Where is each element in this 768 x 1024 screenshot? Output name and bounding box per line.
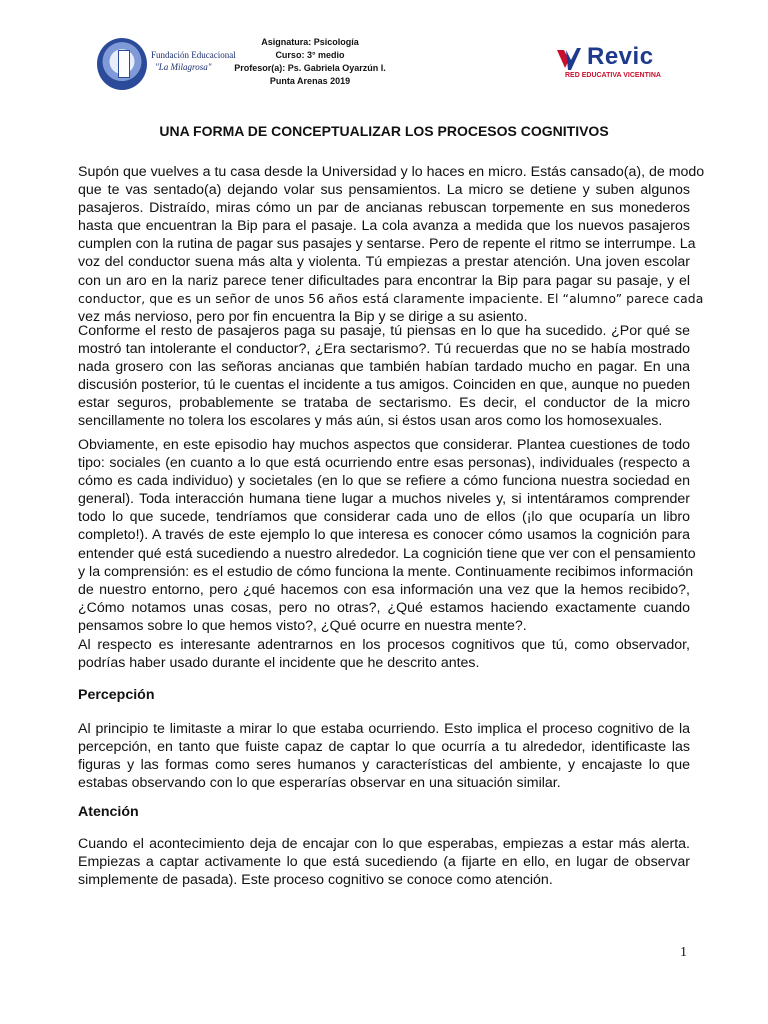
school-seal-icon — [97, 38, 147, 90]
text-line: entender qué está sucediendo a nuestro alrededor. La cognición tiene que ver con el pensamiento — [78, 545, 696, 562]
text-line: que te vas sentado(a) dejando volar sus pensamientos. La micro se detiene y suben algunos — [78, 182, 690, 199]
text-line: de nuestro entorno, pero ¿qué hacemos con esa información una vez que la hemos recibido?, — [78, 581, 690, 598]
text-line: Supón que vuelves a tu casa desde la Universidad y lo haces en micro. Estás cansado(a), de modo — [78, 164, 705, 180]
revic-mark-icon — [555, 46, 583, 72]
text-line: sencillamente no tolera los escolares y más aún, si éstos usan aros como los homosexuales. — [78, 413, 663, 430]
school-logo — [97, 38, 236, 90]
text-line: todo lo que sucede, tendríamos que considerar cada uno de ellos (¡lo que ocuparía un libro — [78, 509, 690, 526]
text-line: pensamos sobre lo que hemos visto?, ¿Qué ocurre en nuestra mente?. — [78, 617, 527, 634]
text-line: estabas observando con lo que esperarías observar en una situación similar. — [78, 775, 561, 792]
text-line: conductor, que es un señor de unos 56 años está claramente impaciente. El “alumno” parece cada — [78, 290, 704, 306]
text-line: nada grosero con las señoras ancianas que también habían tardado mucho en pagar. En una — [78, 359, 690, 376]
text-line: simplemente de pasada). Este proceso cognitivo se conoce como atención. — [78, 872, 553, 889]
text-line: tipo: sociales (en cuanto a lo que está ocurriendo entre esas personas), individuales (respecto a — [78, 455, 690, 472]
text-line: vez más nervioso, pero por fin encuentra la Bip y se dirige a su asiento. — [78, 308, 528, 325]
paragraph-2 — [78, 322, 690, 431]
text-line: figuras y las formas como seres humanos y características del ambiente, y encajaste lo que — [78, 757, 690, 774]
course-line: Curso: 3° medio — [275, 50, 345, 60]
document-title: UNA FORMA DE CONCEPTUALIZAR LOS PROCESOS COGNITIVOS — [159, 123, 609, 139]
text-line: ¿Cómo notamos unas cosas, pero no otras?, ¿Qué estamos haciendo exactamente cuando — [78, 599, 690, 616]
text-line: con un aro en la nariz parece tener dificultades para encontrar la Bip para pagar su pasaje, y el — [78, 272, 690, 289]
revic-brand: Revic — [587, 43, 654, 70]
text-line: mostró tan intolerante el conductor?, ¿Era sectarismo?. Tú recuerdas que no se había mostrado — [78, 341, 690, 358]
revic-tagline: RED EDUCATIVA VICENTINA — [565, 72, 661, 79]
text-line: percepción, en tanto que fuiste capaz de captar lo que ocurría a tu alrededor, identificaste las — [78, 739, 690, 756]
section-attention-text — [78, 835, 690, 889]
teacher-line: Profesor(a): Ps. Gabriela Oyarzún I. — [234, 63, 386, 73]
text-line: general). Toda interacción humana tiene lugar a muchos niveles y, si intentáramos comprender — [78, 491, 690, 508]
text-line: Empiezas a captar activamente lo que está sucediendo (a fijarte en ello, en lugar de observar — [78, 854, 690, 871]
section-heading-attention: Atención — [78, 804, 139, 820]
text-line: Obviamente, en este episodio hay muchos aspectos que considerar. Plantea cuestiones de todo — [78, 437, 690, 453]
text-line: podrías haber usado durante el incidente que he descrito antes. — [78, 655, 480, 672]
text-line: Cuando el acontecimiento deja de encajar con lo que esperabas, empiezas a estar más alerta. — [78, 836, 690, 852]
text-line: discusión posterior, tú le cuentas el incidente a tus amigos. Coinciden en que, aunque no pueden — [78, 377, 690, 394]
text-line: Al respecto es interesante adentrarnos en los procesos cognitivos que tú, como observador, — [78, 637, 690, 653]
text-line: voz del conductor suena más alta y violenta. Tú empiezas a prestar atención. Una joven escolar — [78, 254, 690, 271]
text-line: completo!). A través de este ejemplo lo que interesa es conocer cómo usamos la cognición para — [78, 527, 690, 544]
text-line: y la comprensión: es el estudio de cómo funciona la mente. Continuamente recibimos información — [78, 563, 694, 580]
text-line: cómo es cada individuo) y societales (en lo que se refiere a cómo funciona nuestra sociedad en — [78, 473, 690, 490]
text-line: estar seguros, probablemente se trataba de sectarismo. Es decir, el conductor de la micro — [78, 395, 690, 412]
page-number: 1 — [680, 945, 687, 960]
text-line: Conforme el resto de pasajeros paga su pasaje, tú piensas en lo que ha sucedido. ¿Por qué se — [78, 323, 690, 339]
paragraph-4 — [78, 636, 690, 672]
text-line: Al principio te limitaste a mirar lo que estaba ocurriendo. Esto implica el proceso cognitivo de la — [78, 721, 690, 737]
text-line: cumplen con la rutina de pagar sus pasajes y sentarse. Pero de repente el ritmo se interrumpe. La — [78, 236, 696, 253]
section-heading-perception: Percepción — [78, 687, 155, 703]
paragraph-1 — [78, 163, 705, 326]
text-line: pasajeros. Distraído, miras cómo un par de ancianas rebuscan torpemente en sus monederos — [78, 200, 690, 217]
subject-line: Asignatura: Psicología — [261, 37, 359, 47]
section-perception-text — [78, 720, 690, 792]
paragraph-3 — [78, 436, 696, 635]
school-subname: "La Milagrosa" — [155, 62, 212, 72]
text-line: hasta que encuentran la Bip para el pasaje. La cola avanza a medida que los nuevos pasajeros — [78, 218, 690, 235]
revic-logo — [555, 44, 675, 84]
school-name: Fundación Educacional — [151, 50, 236, 60]
course-info — [200, 36, 420, 88]
place-year-line: Punta Arenas 2019 — [269, 76, 351, 86]
